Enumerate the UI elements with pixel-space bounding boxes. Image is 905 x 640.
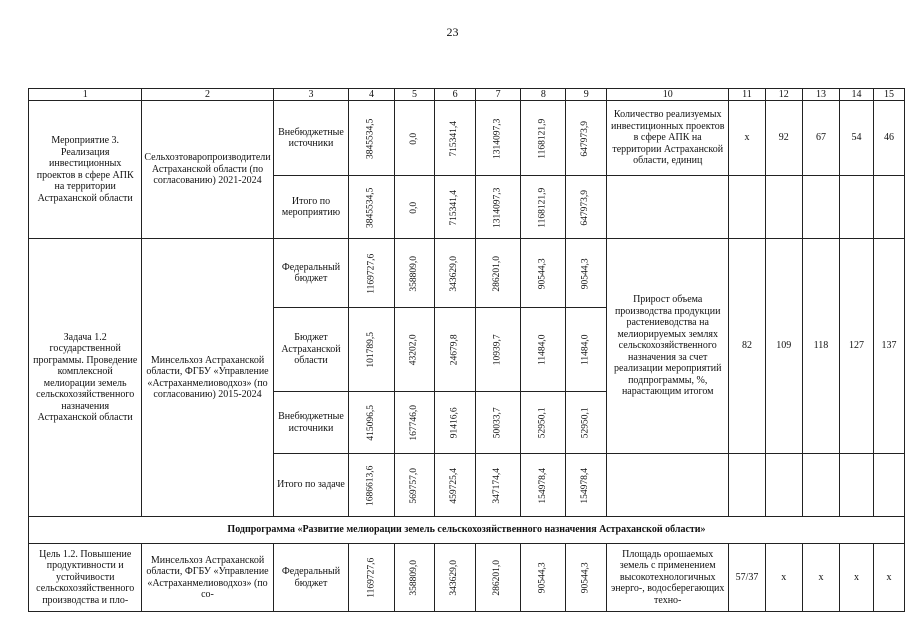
empty-cell (840, 454, 874, 517)
task-name: Задача 1.2 государственной программы. Проведение комплексной мелиорации земель сельскохозяйственного назначения Астраханской области (29, 239, 142, 517)
header-cell: 15 (873, 89, 904, 101)
value-cell: 569757,0 (394, 454, 435, 517)
empty-cell (729, 454, 765, 517)
value-cell: 101789,5 (349, 308, 394, 392)
target-value: x (873, 544, 904, 612)
empty-cell (802, 454, 839, 517)
indicator-text: Количество реализуемых инвестиционных проектов в сфере АПК на территории Астраханской области, единиц (607, 101, 729, 176)
value-cell: 11484,0 (566, 308, 607, 392)
header-cell: 8 (521, 89, 566, 101)
value-cell: 459725,4 (435, 454, 476, 517)
target-value: 82 (729, 239, 765, 454)
value-cell: 343629,0 (435, 544, 476, 612)
empty-cell (873, 454, 904, 517)
value-cell: 0,0 (394, 101, 435, 176)
measure-executor: Сельхозтоваропроизводители Астраханской области (по согласованию) 2021-2024 (142, 101, 273, 239)
value-cell: 90544,3 (521, 239, 566, 308)
value-cell: 415096,5 (349, 392, 394, 454)
header-cell: 3 (273, 89, 349, 101)
program-table (28, 88, 905, 612)
funding-source: Итого по мероприятию (273, 176, 349, 239)
header-row (29, 89, 905, 101)
value-cell: 647973,9 (566, 176, 607, 239)
funding-source: Федеральный бюджет (273, 239, 349, 308)
value-cell: 90544,3 (521, 544, 566, 612)
target-value: 67 (802, 101, 839, 176)
value-cell: 1314097,3 (475, 176, 520, 239)
task-executor: Минсельхоз Астраханской области, ФГБУ «Управление «Астраханмелиоводхоз» (по согласованию) 2015-2024 (142, 239, 273, 517)
target-value: 46 (873, 101, 904, 176)
header-cell: 14 (840, 89, 874, 101)
target-value: 118 (802, 239, 839, 454)
section-row (29, 517, 905, 544)
value-cell: 1686613,6 (349, 454, 394, 517)
indicator-text: Площадь орошаемых земель с применением высокотехнологичных энерго-, водосберегающих техно- (607, 544, 729, 612)
empty-cell (765, 176, 802, 239)
value-cell: 1168121,9 (521, 176, 566, 239)
value-cell: 52950,1 (566, 392, 607, 454)
value-cell: 343629,0 (435, 239, 476, 308)
value-cell: 167746,0 (394, 392, 435, 454)
value-cell: 91416,6 (435, 392, 476, 454)
value-cell: 90544,3 (566, 239, 607, 308)
target-value: x (765, 544, 802, 612)
funding-source: Внебюджетные источники (273, 392, 349, 454)
subprogram-title: Подпрограмма «Развитие мелиорации земель сельскохозяйственного назначения Астраханской области» (29, 517, 905, 544)
value-cell: 24679,8 (435, 308, 476, 392)
header-cell: 4 (349, 89, 394, 101)
header-cell: 11 (729, 89, 765, 101)
header-cell: 12 (765, 89, 802, 101)
empty-cell (729, 176, 765, 239)
target-value: 137 (873, 239, 904, 454)
value-cell: 715341,4 (435, 176, 476, 239)
empty-cell (607, 454, 729, 517)
value-cell: 647973,9 (566, 101, 607, 176)
table-row (29, 101, 905, 176)
target-value: x (802, 544, 839, 612)
target-value: 92 (765, 101, 802, 176)
header-cell: 6 (435, 89, 476, 101)
empty-cell (765, 454, 802, 517)
value-cell: 715341,4 (435, 101, 476, 176)
empty-cell (840, 176, 874, 239)
value-cell: 3845534,5 (349, 176, 394, 239)
value-cell: 3845534,5 (349, 101, 394, 176)
empty-cell (607, 176, 729, 239)
table-row (29, 544, 905, 612)
value-cell: 1168121,9 (521, 101, 566, 176)
target-value: 109 (765, 239, 802, 454)
value-cell: 0,0 (394, 176, 435, 239)
value-cell: 11484,0 (521, 308, 566, 392)
measure-name: Мероприятие 3. Реализация инвестиционных проектов в сфере АПК на территории Астраханской области (29, 101, 142, 239)
empty-cell (802, 176, 839, 239)
value-cell: 286201,0 (475, 239, 520, 308)
value-cell: 154978,4 (521, 454, 566, 517)
goal-executor: Минсельхоз Астраханской области, ФГБУ «Управление «Астраханмелиоводхоз» (по со- (142, 544, 273, 612)
funding-source: Бюджет Астраханской области (273, 308, 349, 392)
page-number: 23 (446, 25, 459, 39)
funding-source: Внебюджетные источники (273, 101, 349, 176)
value-cell: 50033,7 (475, 392, 520, 454)
target-value: x (840, 544, 874, 612)
value-cell: 358809,0 (394, 239, 435, 308)
empty-cell (873, 176, 904, 239)
value-cell: 10939,7 (475, 308, 520, 392)
target-value: 54 (840, 101, 874, 176)
funding-source: Итого по задаче (273, 454, 349, 517)
value-cell: 358809,0 (394, 544, 435, 612)
header-cell: 2 (142, 89, 273, 101)
header-cell: 9 (566, 89, 607, 101)
value-cell: 90544,3 (566, 544, 607, 612)
value-cell: 1169727,6 (349, 544, 394, 612)
value-cell: 1169727,6 (349, 239, 394, 308)
header-cell: 10 (607, 89, 729, 101)
funding-source: Федеральный бюджет (273, 544, 349, 612)
header-cell: 5 (394, 89, 435, 101)
target-value: x (729, 101, 765, 176)
header-cell: 1 (29, 89, 142, 101)
target-value: 57/37 (729, 544, 765, 612)
goal-name: Цель 1.2. Повышение продуктивности и устойчивости сельскохозяйственного производства и пло- (29, 544, 142, 612)
value-cell: 43202,0 (394, 308, 435, 392)
value-cell: 154978,4 (566, 454, 607, 517)
table-row (29, 239, 905, 308)
target-value: 127 (840, 239, 874, 454)
value-cell: 1314097,3 (475, 101, 520, 176)
value-cell: 347174,4 (475, 454, 520, 517)
header-cell: 7 (475, 89, 520, 101)
value-cell: 286201,0 (475, 544, 520, 612)
value-cell: 52950,1 (521, 392, 566, 454)
header-cell: 13 (802, 89, 839, 101)
indicator-text: Прирост объема производства продукции растениеводства на мелиорируемых землях сельскохозяйственного назначения за счет реализации мероприятий подпрограммы, %, нарастающим итогом (607, 239, 729, 454)
